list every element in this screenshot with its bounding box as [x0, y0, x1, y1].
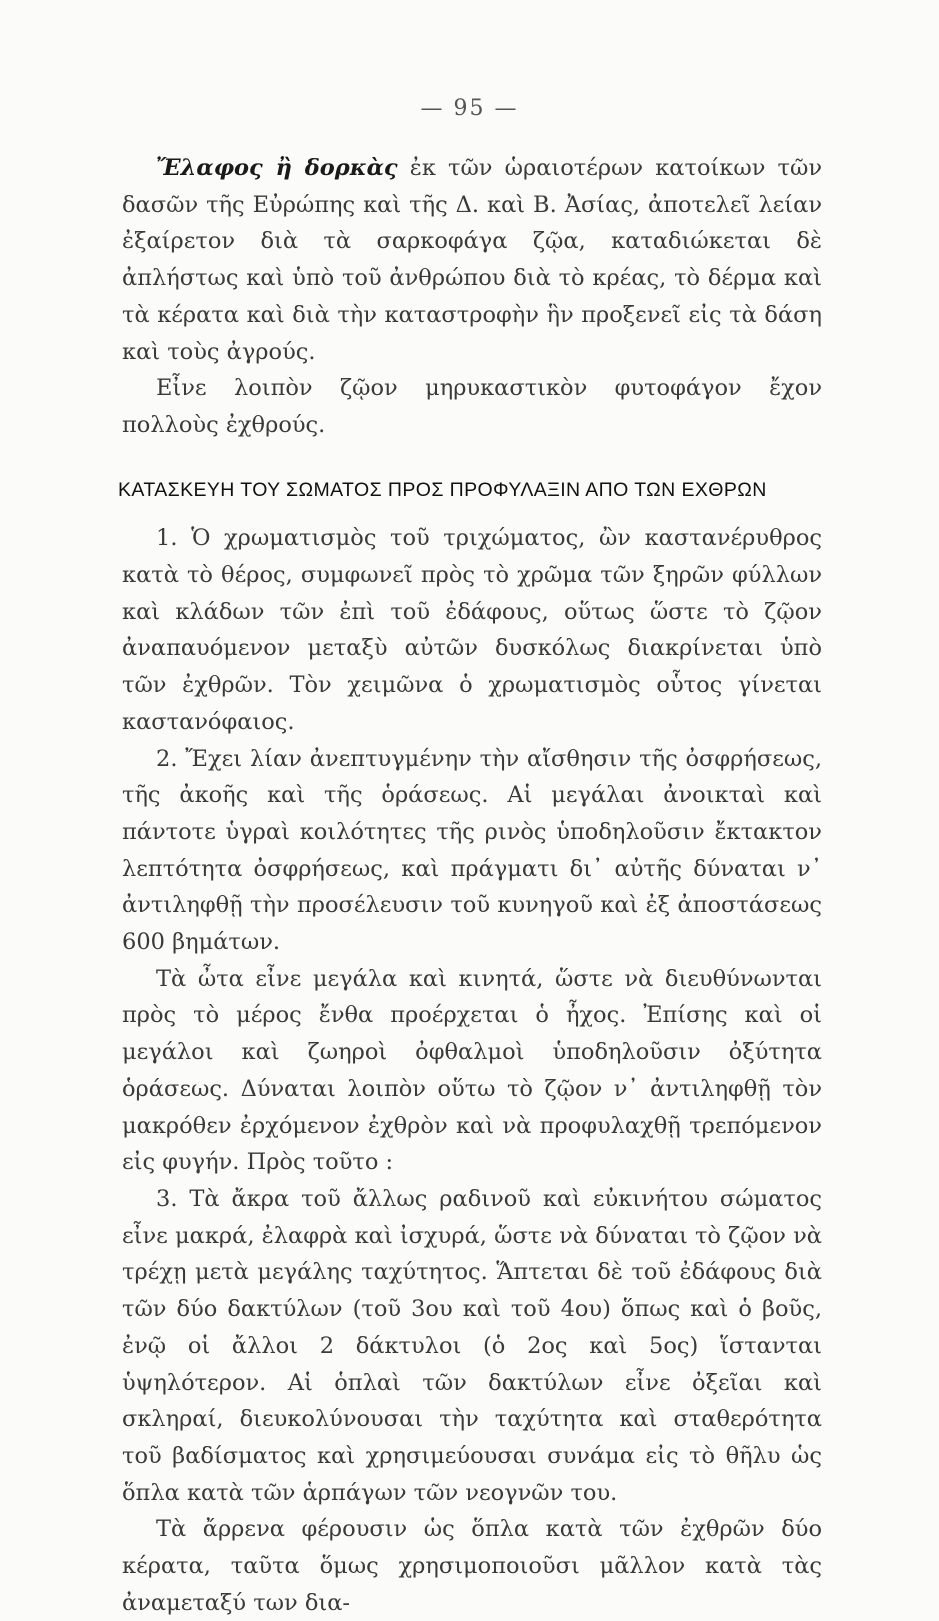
paragraph-senses: 2. Ἔχει λίαν ἀνεπτυγμένην τὴν αἴσθησιν τῆς ὀσφρήσεως, τῆς ἀκοῆς καὶ τῆς ὁράσεως. Αἱ μεγάλαι ἀνοικταὶ καὶ πάντοτε ὑγραὶ κοιλότητες τῆς ρινὸς ὑποδηλοῦσιν ἔκτακτον λεπτότητα ὀσφρήσεως, καὶ πράγματι δι᾽ αὐτῆς δύναται ν᾽ ἀντιληφθῇ τὴν προσέλευσιν τοῦ κυνηγοῦ καὶ ἐξ ἀποστάσεως 600 βημάτων.: [122, 745, 822, 956]
intro-lead-term: Ἔλαφος ἢ δορκὰς: [156, 155, 398, 181]
paragraph-antlers: Τὰ ἄρρενα φέρουσιν ὡς ὅπλα κατὰ τῶν ἐχθρῶν δύο κέρατα, ταῦτα ὅμως χρησιμοποιοῦσι μᾶλλον κατὰ τὰς ἀναμεταξύ των δια-: [122, 1516, 822, 1616]
intro-paragraph-text: ἐκ τῶν ὡραιοτέρων κατοίκων τῶν δασῶν τῆς Εὐρώπης καὶ τῆς Δ. καὶ Β. Ἀσίας, ἀποτελεῖ λείαν ἐξαίρετον διὰ τὰ σαρκοφάγα ζῷα, καταδιώκεται δὲ ἀπλήστως καὶ ὑπὸ τοῦ ἀνθρώπου διὰ τὸ κρέας, τὸ δέρμα καὶ τὰ κέρατα καὶ διὰ τὴν καταστροφὴν ἣν προξενεῖ εἰς τὰ δάση καὶ τοὺς ἀγρούς.: [122, 155, 823, 365]
page-number: — 95 —: [420, 96, 519, 121]
paragraph-limbs: 3. Τὰ ἄκρα τοῦ ἄλλως ραδινοῦ καὶ εὐκινήτου σώματος εἶνε μακρά, ἐλαφρὰ καὶ ἰσχυρά, ὥστε νὰ δύναται τὸ ζῷον νὰ τρέχῃ μετὰ μεγάλης ταχύτητος. Ἅπτεται δὲ τοῦ ἐδάφους διὰ τῶν δύο δακτύλων (τοῦ 3ου καὶ τοῦ 4ου) ὅπως καὶ ὁ βοῦς, ἐνῷ οἱ ἄλλοι 2 δάκτυλοι (ὁ 2ος καὶ 5ος) ἵστανται ὑψηλότερον. Αἱ ὁπλαὶ τῶν δακτύλων εἶνε ὀξεῖαι καὶ σκληραί, διευκολύνουσαι τὴν ταχύτητα καὶ σταθερότητα τοῦ βαδίσματος καὶ χρησιμεύουσαι συνάμα εἰς τὸ θῆλυ ὡς ὅπλα κατὰ τῶν ἁρπάγων τῶν νεογνῶν του.: [122, 1185, 822, 1506]
paragraph-coloration: 1. Ὁ χρωματισμὸς τοῦ τριχώματος, ὢν καστανέρυθρος κατὰ τὸ θέρος, συμφωνεῖ πρὸς τὸ χρῶμα τῶν ξηρῶν φύλλων καὶ κλάδων τῶν ἐπὶ τοῦ ἐδάφους, οὕτως ὥστε τὸ ζῷον ἀναπαυόμενον μεταξὺ αὐτῶν δυσκόλως διακρίνεται ὑπὸ τῶν ἐχθρῶν. Τὸν χειμῶνα ὁ χρωματισμὸς οὗτος γίνεται καστανόφαιος.: [122, 525, 822, 735]
page-body: [118, 150, 823, 1621]
paragraph-ears-eyes: Τὰ ὦτα εἶνε μεγάλα καὶ κινητά, ὥστε νὰ διευθύνωνται πρὸς τὸ μέρος ἔνθα προέρχεται ὁ ἦχος. Ἐπίσης καὶ οἱ μεγάλοι καὶ ζωηροὶ ὀφθαλμοὶ ὑποδηλοῦσιν ὀξύτητα ὁράσεως. Δύναται λοιπὸν οὕτω τὸ ζῷον ν᾽ ἀντιληφθῇ τὸν μακρόθεν ἐρχόμενον ἐχθρὸν καὶ νὰ προφυλαχθῇ τρεπόμενον εἰς φυγήν. Πρὸς τοῦτο :: [122, 965, 822, 1176]
intro-paragraph: [122, 150, 822, 370]
intro-paragraph-2: Εἶνε λοιπὸν ζῷον μηρυκαστικὸν φυτοφάγον ἔχον πολλοὺς ἐχθρούς.: [122, 375, 822, 438]
section-heading: ΚΑΤΑΣΚΕΥΗ ΤΟΥ ΣΩΜΑΤΟΣ ΠΡΟΣ ΠΡΟΦΥΛΑΞΙΝ ΑΠΟ ΤΩΝ ΕΧΘΡΩΝ: [118, 478, 767, 501]
